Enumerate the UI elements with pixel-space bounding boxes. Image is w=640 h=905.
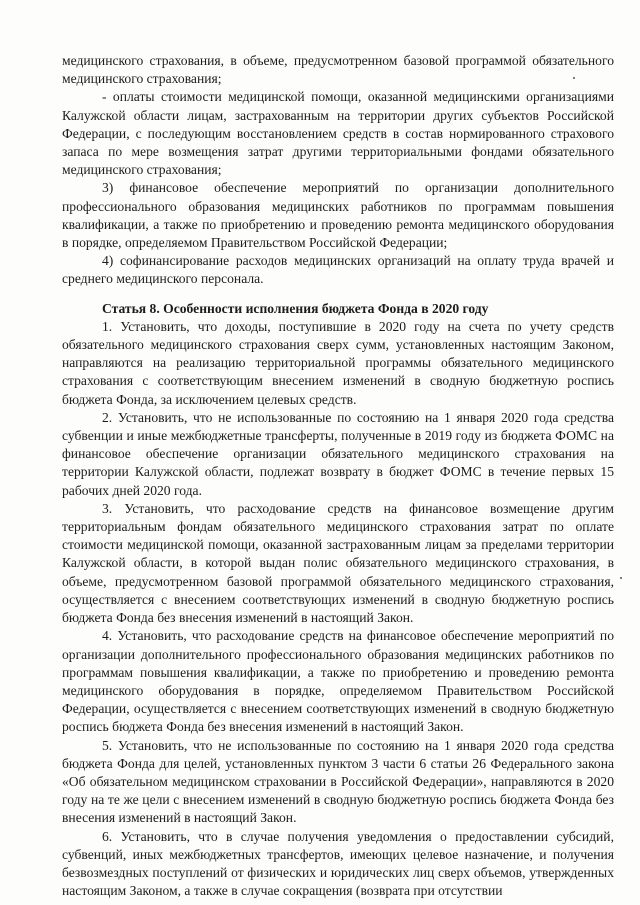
scan-speck (620, 577, 622, 579)
article-item-3: 3. Установить, что расходование средств на финансовое возмещение другим территориальным фондам обязательного медицинского страхования затрат по оплате стоимости медицинской помощи, оказанной застрахованным лицам за пределами территории Калужской области, в которой выдан полис обязательного медицинского страхования, в объеме, предусмотренном базовой программой обязательного медицинского страхования, осуществляется с внесением соответствующих изменений в сводную бюджетную роспись бюджета Фонда без внесения изменений в настоящий Закон. (62, 500, 614, 626)
document-body (62, 52, 614, 900)
article-item-1: 1. Установить, что доходы, поступившие в 2020 году на счета по учету средств обязательного медицинского страхования сверх сумм, установленных настоящим Законом, направляются на реализацию территориальной программы обязательного медицинского страхования с соответствующим внесением изменений в сводную бюджетную роспись бюджета Фонда, за исключением целевых средств. (62, 318, 614, 407)
article-item-4: 4. Установить, что расходование средств на финансовое обеспечение мероприятий по организации дополнительного профессионального образования медицинских работников по программам повышения квалификации, а также по приобретению и проведению ремонта медицинского оборудования в порядке, определяемом Правительством Российской Федерации, осуществляется с внесением соответствующих изменений в сводную бюджетную роспись бюджета Фонда без внесения изменений в настоящий Закон. (62, 628, 614, 735)
scan-speck (573, 77, 575, 79)
article-item-5: 5. Установить, что не использованные по состоянию на 1 января 2020 года средства бюджета Фонда для целей, установленных пунктом 3 части 6 статьи 26 Федерального закона «Об обязательном медицинском страховании в Российской Федерации», направляются в 2020 году на те же цели с внесением изменений в сводную бюджетную роспись бюджета Фонда без внесения изменений в настоящий Закон. (62, 737, 614, 826)
paragraph-bullet-payment: - оплаты стоимости медицинской помощи, оказанной медицинскими организациями Калужской области лицам, застрахованным на территории других субъектов Российской Федерации, с последующим восстановлением средств в состав нормированного страхового запаса по мере возмещения затрат другими территориальными фондами обязательного медицинского страхования; (62, 89, 614, 178)
article-item-2: 2. Установить, что не использованные по состоянию на 1 января 2020 года средства субвенции и иные межбюджетные трансферты, полученные в 2019 году из бюджета ФОМС на финансовое обеспечение организации обязательного медицинского страхования на территории Калужской области, подлежат возврату в бюджет ФОМС в течение первых 15 рабочих дней 2020 года. (62, 409, 614, 498)
article-item-6: 6. Установить, что в случае получения уведомления о предоставлении субсидий, субвенций, иных межбюджетных трансфертов, имеющих целевое назначение, и получения безвозмездных поступлений от физических и юридических лиц сверх объемов, утвержденных настоящим Законом, а также в случае сокращения (возврата при отсутствии (62, 828, 614, 899)
paragraph-item-3: 3) финансовое обеспечение мероприятий по организации дополнительного профессионального образования медицинских работников по программам повышения квалификации, а также по приобретению и проведению ремонта медицинского оборудования в порядке, определяемом Правительством Российской Федерации; (62, 180, 614, 251)
article-heading: Статья 8. Особенности исполнения бюджета Фонда в 2020 году (102, 300, 489, 316)
paragraph-item-4: 4) софинансирование расходов медицинских организаций на оплату труда врачей и среднего медицинского персонала. (62, 253, 614, 287)
paragraph-continuation: медицинского страхования, в объеме, предусмотренном базовой программой обязательного медицинского страхования; (62, 53, 614, 87)
section-spacer (62, 289, 614, 300)
